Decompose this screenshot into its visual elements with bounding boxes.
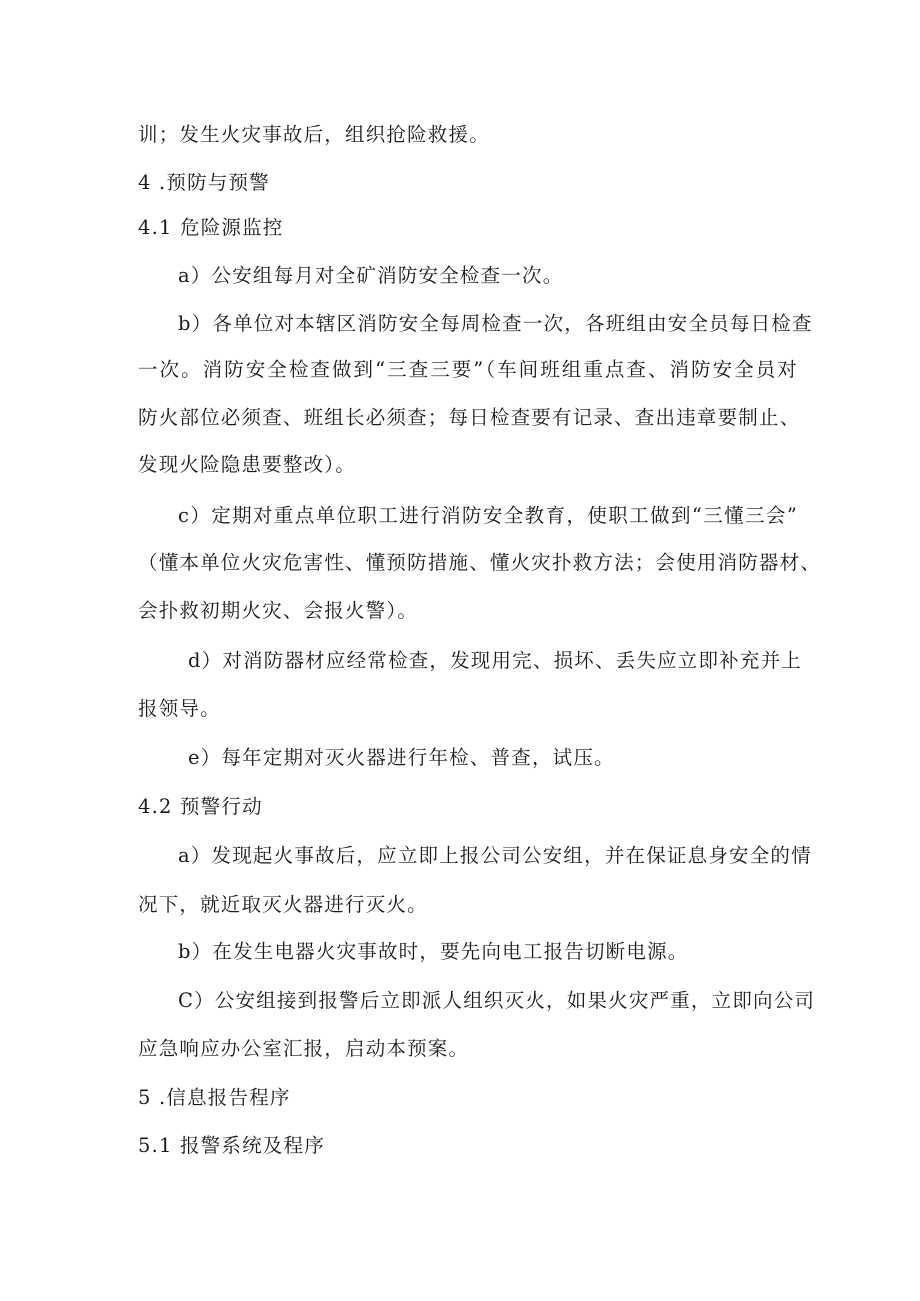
- text-line: （懂本单位火灾危害性、懂预防措施、懂火灾扑救方法；会使用消防器材、: [138, 551, 822, 574]
- text-line: 应急响应办公室汇报，启动本预案。: [138, 1037, 470, 1060]
- text-line: 况下，就近取灭火器进行灭火。: [138, 893, 428, 916]
- list-item: e）每年定期对灭火器进行年检、普查，试压。: [188, 746, 615, 769]
- subsection-heading: 4.2 预警行动: [138, 795, 263, 818]
- text-line: 报领导。: [138, 697, 221, 720]
- text-line: 会扑救初期火灾、会报火警）。: [138, 599, 419, 622]
- list-item: b）在发生电器火灾事故时，要先向电工报告切断电源。: [178, 940, 689, 963]
- list-item: a）发现起火事故后，应立即上报公司公安组，并在保证息身安全的情: [178, 844, 812, 867]
- list-item: d）对消防器材应经常检查，发现用完、损坏、丢失应立即补充并上: [188, 649, 802, 672]
- section-heading: 5 .信息报告程序: [138, 1086, 291, 1109]
- subsection-heading: 5.1 报警系统及程序: [138, 1134, 325, 1157]
- text-line: 防火部位必须查、班组长必须查；每日检查要有记录、查出违章要制止、: [138, 406, 801, 429]
- list-item: b）各单位对本辖区消防安全每周检查一次，各班组由安全员每日检查: [178, 312, 813, 335]
- section-heading: 4 .预防与预警: [138, 171, 270, 194]
- list-item: a）公安组每月对全矿消防安全检查一次。: [178, 264, 564, 287]
- text-line: 一次。消防安全检查做到“三查三要”（车间班组重点查、消防安全员对: [138, 358, 798, 381]
- subsection-heading: 4.1 危险源监控: [138, 216, 284, 239]
- list-item: c）定期对重点单位职工进行消防安全教育，使职工做到“三懂三会”: [178, 504, 798, 527]
- text-line: 发现火险隐患要整改）。: [138, 453, 356, 476]
- list-item: C）公安组接到报警后立即派人组织灭火，如果火灾严重，立即向公司: [178, 989, 816, 1012]
- text-line: 训；发生火灾事故后，组织抢险救援。: [138, 123, 490, 146]
